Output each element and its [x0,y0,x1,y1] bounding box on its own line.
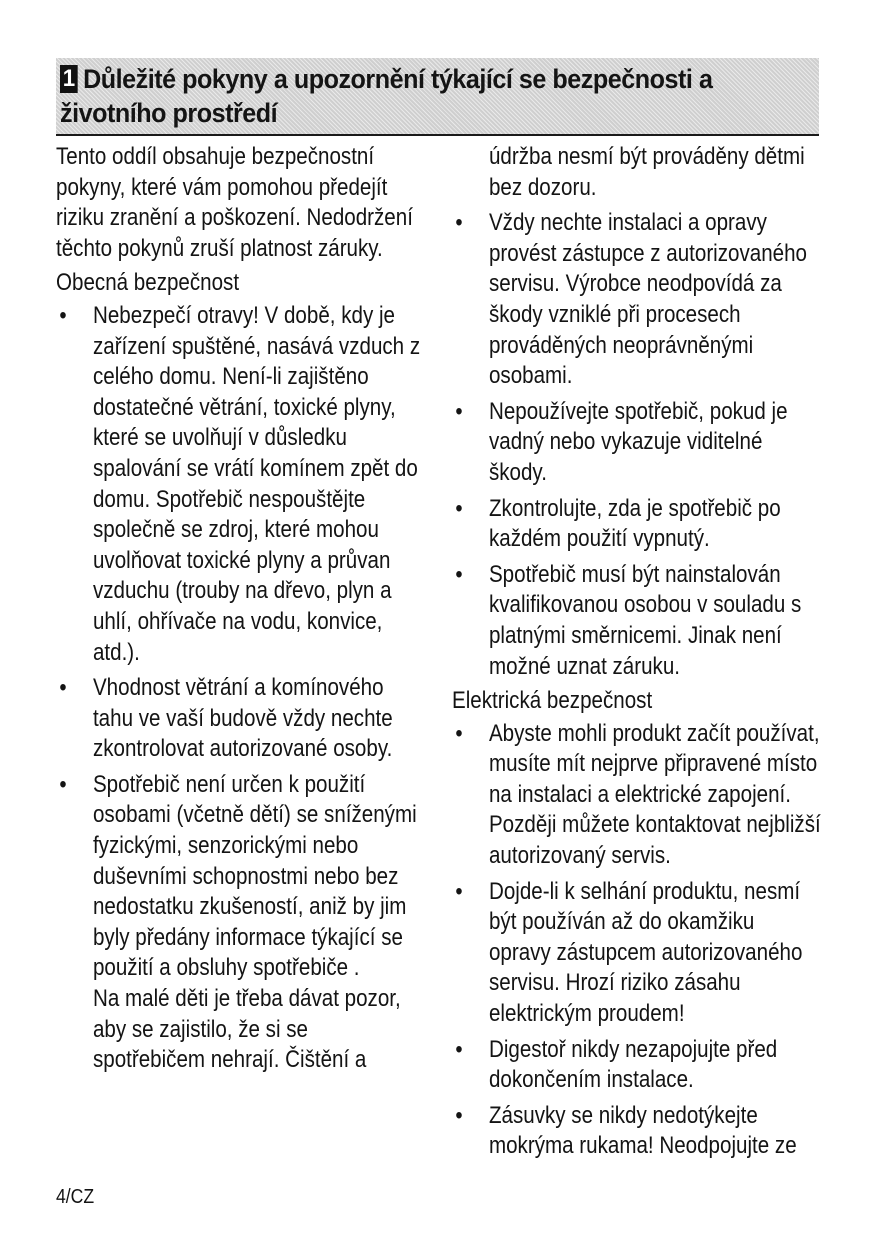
list-item: • Digestoř nikdy nezapojujte před dokončením instalace. [452,1035,822,1096]
list-item: • Zásuvky se nikdy nedotýkejte mokrýma rukama! Neodpojujte ze [452,1101,822,1162]
electrical-safety-heading: Elektrická bezpečnost [452,687,653,715]
list-item: • Spotřebič není určen k použití osobami (včetně dětí) se sníženými fyzickými, senzorickými nebo duševními schopnostmi nebo bez nedostatku zkušeností, aniž by jim byly předány informace týkající se použití a obsluhy spotřebiče . [56,770,426,984]
list-item: • Abyste mohli produkt začít používat, musíte mít nejprve připravené místo na instalaci a elektrické zapojení. Později můžete kontaktovat nejbližší autorizovaný servis. [452,719,822,872]
list-item: • Zkontrolujte, zda je spotřebič po každém použití vypnutý. [452,494,822,555]
electrical-safety-list [452,719,822,1162]
list-item: • Spotřebič musí být nainstalován kvalifikovanou osobou v souladu s platnými směrnicemi. Jinak není možné uznat záruku. [452,560,822,682]
left-column [56,142,424,1076]
general-safety-list [56,301,426,984]
section-number-badge: 1 [60,65,78,93]
right-column [452,142,820,1162]
children-supervision-note-continued: údržba nesmí být prováděny dětmi bez dozoru. [488,143,805,201]
children-supervision-note: Na malé děti je třeba dávat pozor, aby se zajistilo, že si se spotřebičem nehrají. Čištění a [92,985,401,1074]
list-item: • Nepoužívejte spotřebič, pokud je vadný nebo vykazuje viditelné škody. [452,397,822,489]
list-item: • Dojde-li k selhání produktu, nesmí být používán až do okamžiku opravy zástupcem autorizovaného servisu. Hrozí riziko zásahu elektrickým proudem! [452,877,822,1030]
general-safety-list-continued [452,208,822,682]
general-safety-heading: Obecná bezpečnost [56,269,240,297]
section-title-text: Důležité pokyny a upozornění týkající se bezpečnosti a životního prostředí [60,64,713,128]
intro-paragraph: Tento oddíl obsahuje bezpečnostní pokyny, které vám pomohou předejít riziku zranění a poškození. Nedodržení těchto pokynů zruší platnost záruky. [56,143,413,262]
list-item: • Nebezpečí otravy! V době, kdy je zařízení spuštěné, nasává vzduch z celého domu. Není-li zajištěno dostatečné větrání, toxické plyny, které se uvolňují v důsledku spalování se vrátí komínem zpět do domu. Spotřebič nespouštějte společně se zdroj, které mohou uvolňovat toxické plyny a průvan vzduchu (trouby na dřevo, plyn a uhlí, ohřívače na vodu, konvice, atd.). [56,301,426,668]
list-item: • Vhodnost větrání a komínového tahu ve vaší budově vždy nechte zkontrolovat autorizované osoby. [56,673,426,765]
section-header [56,58,819,136]
section-title [60,62,748,130]
page-number: 4/CZ [56,1186,95,1208]
list-item: • Vždy nechte instalaci a opravy provést zástupce z autorizovaného servisu. Výrobce neodpovídá za škody vzniklé při procesech prováděných neoprávněnými osobami. [452,208,822,392]
